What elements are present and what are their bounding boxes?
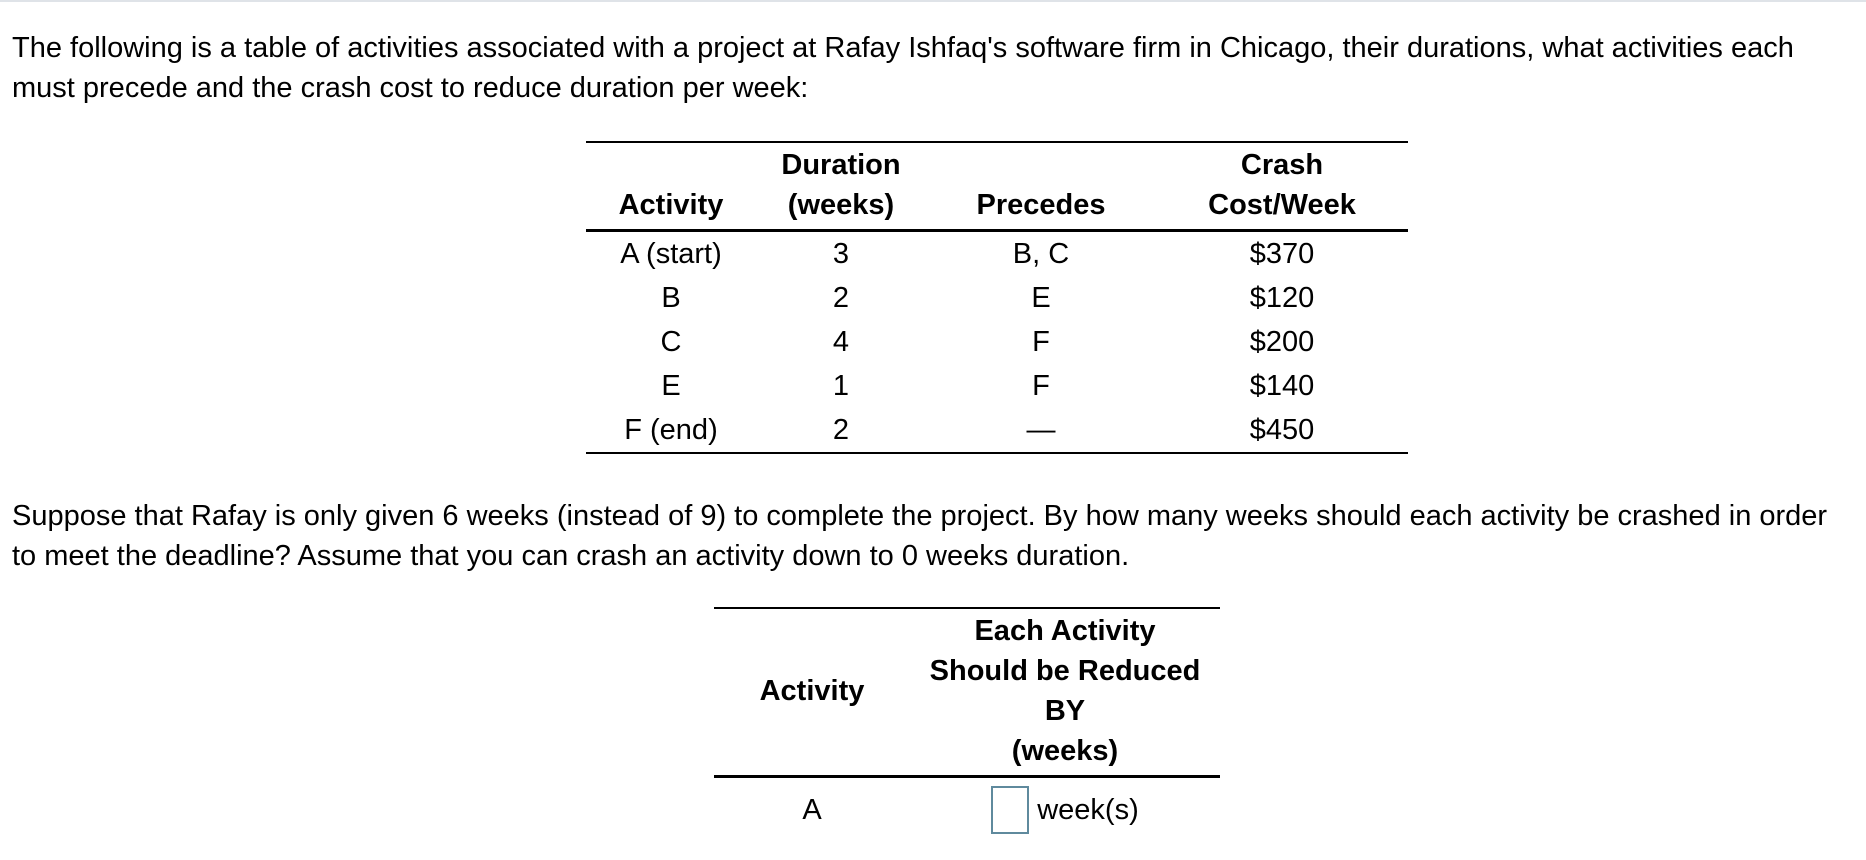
table-row [586,276,1408,320]
answer-header-activity-label: Activity [759,675,865,707]
table-row [586,364,1408,408]
answer-header-line3: BY [1044,695,1086,727]
cell-crash-cost: $140 [1249,370,1315,402]
cell-activity: E [661,370,681,402]
answer-header-activity [714,608,910,777]
header-duration [756,142,926,231]
table-row [586,231,1408,277]
cell-precedes: B, C [1012,238,1070,270]
answer-header-line2: Should be Reduced [929,655,1201,687]
answer-cell-value [910,777,1220,843]
cell-activity: C [660,326,682,358]
cell-precedes: E [1031,282,1051,314]
activities-header-row [586,142,1408,231]
table-row [586,320,1408,364]
cell-activity: B [661,282,681,314]
header-activity-label: Activity [618,189,724,221]
cell-activity: F (end) [624,414,718,446]
header-crash-line1: Crash [1240,149,1324,181]
cell-crash-cost: $200 [1249,326,1315,358]
cell-crash-cost: $450 [1249,414,1315,446]
header-crash-line2: Cost/Week [1208,189,1356,221]
cell-precedes: — [1026,414,1056,446]
header-activity [586,142,756,231]
top-divider [0,0,1866,2]
table-row [586,408,1408,453]
cell-crash-cost: $370 [1249,238,1315,270]
header-precedes [926,142,1156,231]
cell-duration: 3 [832,238,850,270]
cell-duration: 4 [832,326,850,358]
answer-header-row [714,608,1220,777]
answer-table [714,607,1220,842]
cell-precedes: F [1032,370,1050,402]
header-crash-cost [1156,142,1408,231]
header-precedes-label: Precedes [976,189,1106,221]
weeks-input[interactable] [991,786,1029,834]
header-duration-line2: (weeks) [787,189,895,221]
answer-header-line1: Each Activity [974,615,1156,647]
weeks-unit-label: week(s) [1037,794,1139,826]
activities-table [586,141,1408,454]
answer-header-reduction [910,608,1220,777]
cell-duration: 2 [832,414,850,446]
cell-activity: A (start) [620,238,722,270]
cell-duration: 1 [832,370,850,402]
answer-cell-activity: A [802,794,822,826]
cell-duration: 2 [832,282,850,314]
header-duration-line1: Duration [781,149,901,181]
cell-crash-cost: $120 [1249,282,1315,314]
question-paragraph: Suppose that Rafay is only given 6 weeks (instead of 9) to complete the project. By how many weeks should each activity be crashed in order to meet the deadline? Assume that you can crash an activity down to 0 weeks duration. [12,500,1828,572]
table-row [714,777,1220,843]
answer-header-line4: (weeks) [1011,735,1119,767]
intro-paragraph: The following is a table of activities associated with a project at Rafay Ishfaq's software firm in Chicago, their durations, what activities each must precede and the crash cost to reduce duration per week: [12,32,1794,104]
cell-precedes: F [1032,326,1050,358]
